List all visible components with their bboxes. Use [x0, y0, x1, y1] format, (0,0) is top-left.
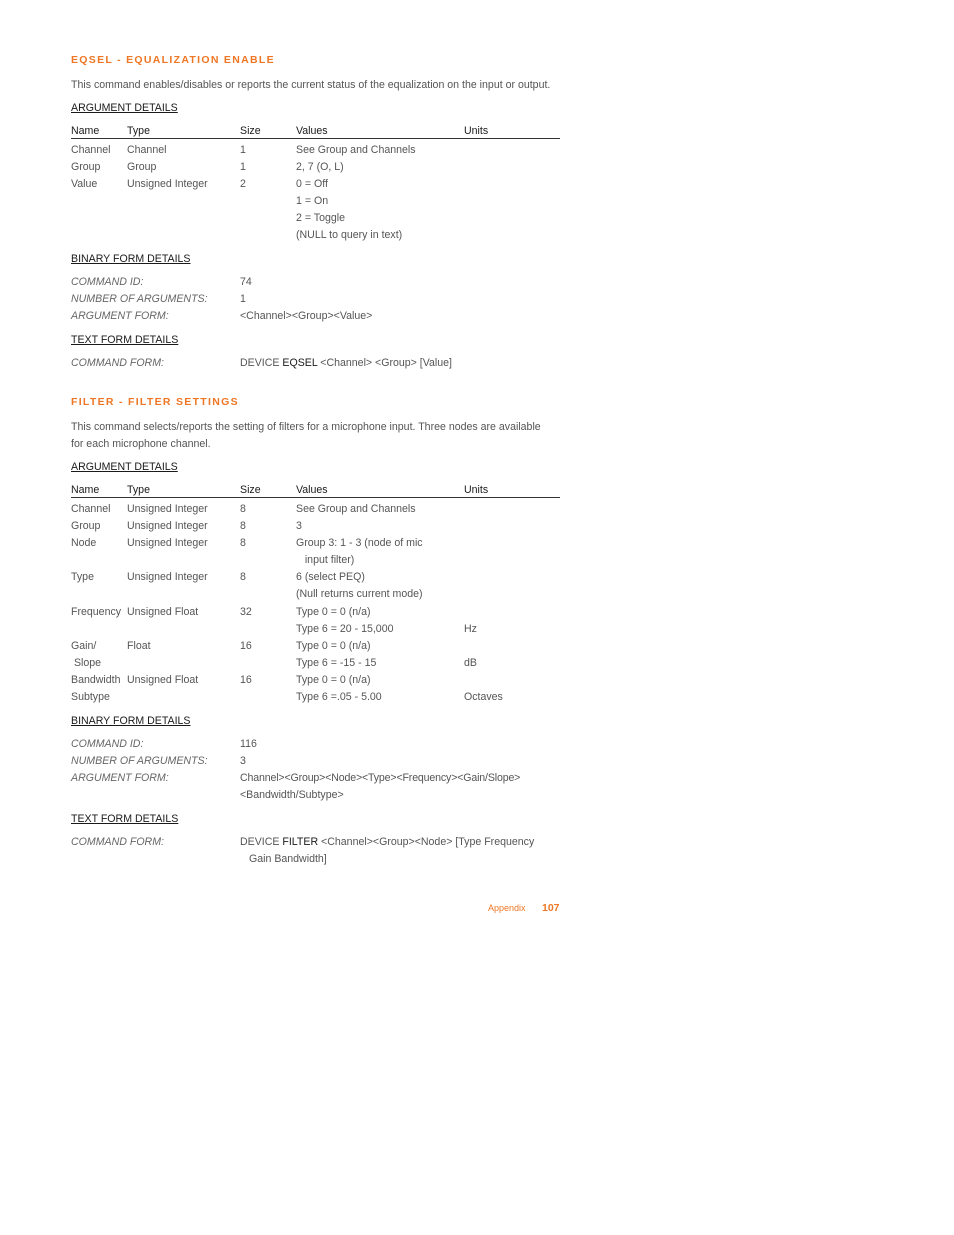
table-cell: Type 0 = 0 (n/a) — [296, 640, 371, 652]
table-cell: 8 — [240, 520, 246, 532]
command-prefix: DEVICE — [240, 836, 283, 848]
table-cell: Unsigned Float — [127, 674, 199, 686]
filter-header-rule — [71, 497, 560, 498]
table-cell: Value — [71, 178, 98, 190]
table-cell: Hz — [464, 623, 477, 635]
command-keyword: FILTER — [282, 836, 319, 848]
table-cell: Type 6 =.05 - 5.00 — [296, 691, 382, 703]
eqsel-col-name: Name — [71, 125, 100, 137]
filter-command-form — [240, 834, 534, 851]
table-cell: Type 6 = 20 - 15,000 — [296, 623, 394, 635]
eqsel-command-form-label: COMMAND FORM: — [71, 357, 164, 369]
table-cell: Unsigned Integer — [127, 178, 208, 190]
filter-command-id-label: COMMAND ID: — [71, 738, 144, 750]
table-cell: Type — [71, 571, 94, 583]
table-cell: Frequency — [71, 606, 122, 618]
eqsel-command-id-value: 74 — [240, 276, 252, 288]
filter-argument-form-cont: <Bandwidth/Subtype> — [240, 789, 344, 801]
filter-heading: FILTER - FILTER SETTINGS — [71, 396, 239, 408]
filter-command-form-cont: Gain Bandwidth] — [249, 853, 327, 865]
eqsel-num-args-label: NUMBER OF ARGUMENTS: — [71, 293, 208, 305]
table-cell: Channel — [71, 144, 111, 156]
command-keyword: EQSEL — [282, 357, 318, 369]
table-cell: 16 — [240, 640, 252, 652]
table-cell: (NULL to query in text) — [296, 229, 403, 241]
table-cell: 8 — [240, 571, 246, 583]
table-cell: Gain/ — [71, 640, 97, 652]
eqsel-argument-form-value: <Channel><Group><Value> — [240, 310, 373, 322]
eqsel-text-title: TEXT FORM DETAILS — [71, 334, 179, 346]
table-cell: Channel — [127, 144, 167, 156]
filter-argument-title: ARGUMENT DETAILS — [71, 461, 178, 473]
table-cell: Unsigned Float — [127, 606, 199, 618]
filter-col-size: Size — [240, 484, 261, 496]
command-suffix: <Channel> <Group> [Value] — [317, 357, 453, 369]
table-cell: Group — [127, 161, 157, 173]
table-cell: 6 (select PEQ) — [296, 571, 365, 583]
eqsel-num-args-value: 1 — [240, 293, 246, 305]
table-cell: 8 — [240, 503, 246, 515]
footer-section-label: Appendix — [488, 903, 526, 913]
eqsel-command-form — [240, 355, 452, 372]
filter-text-title: TEXT FORM DETAILS — [71, 813, 179, 825]
table-cell: Type 0 = 0 (n/a) — [296, 606, 371, 618]
table-cell: Unsigned Integer — [127, 503, 208, 515]
eqsel-description: This command enables/disables or reports the current status of the equalization on the input or output. — [71, 79, 551, 91]
eqsel-heading: EQSEL - EQUALIZATION ENABLE — [71, 54, 275, 66]
filter-command-id-value: 116 — [240, 738, 257, 750]
table-cell: Unsigned Integer — [127, 537, 208, 549]
filter-command-form-label: COMMAND FORM: — [71, 836, 164, 848]
table-cell: Group — [71, 520, 101, 532]
filter-binary-title: BINARY FORM DETAILS — [71, 715, 191, 727]
eqsel-binary-title: BINARY FORM DETAILS — [71, 253, 191, 265]
eqsel-argument-form-label: ARGUMENT FORM: — [71, 310, 169, 322]
command-suffix: <Channel><Group><Node> [Type Frequency — [318, 836, 535, 848]
filter-col-type: Type — [127, 484, 150, 496]
table-cell: See Group and Channels — [296, 503, 416, 515]
table-cell: Unsigned Integer — [127, 571, 208, 583]
filter-col-units: Units — [464, 484, 489, 496]
table-cell: Type 0 = 0 (n/a) — [296, 674, 371, 686]
table-cell: Group — [71, 161, 101, 173]
table-cell: Type 6 = -15 - 15 — [296, 657, 377, 669]
table-cell: Float — [127, 640, 151, 652]
table-cell: Group 3: 1 - 3 (node of mic — [296, 537, 423, 549]
page-number: 107 — [542, 902, 560, 914]
table-cell: 3 — [296, 520, 302, 532]
filter-description-line2: for each microphone channel. — [71, 438, 211, 450]
filter-num-args-label: NUMBER OF ARGUMENTS: — [71, 755, 208, 767]
table-cell: input filter) — [296, 554, 355, 566]
table-cell: Octaves — [464, 691, 503, 703]
table-cell: 8 — [240, 537, 246, 549]
filter-argument-form-value: Channel><Group><Node><Type><Frequency><Gain/Slope> — [240, 772, 521, 784]
eqsel-argument-title: ARGUMENT DETAILS — [71, 102, 178, 114]
eqsel-col-size: Size — [240, 125, 261, 137]
eqsel-col-values: Values — [296, 125, 328, 137]
table-cell: 0 = Off — [296, 178, 328, 190]
eqsel-col-units: Units — [464, 125, 489, 137]
table-cell: Bandwidth — [71, 674, 121, 686]
command-prefix: DEVICE — [240, 357, 283, 369]
eqsel-command-id-label: COMMAND ID: — [71, 276, 144, 288]
table-cell: 2 = Toggle — [296, 212, 345, 224]
filter-num-args-value: 3 — [240, 755, 246, 767]
table-cell: (Null returns current mode) — [296, 588, 423, 600]
table-cell: 2, 7 (O, L) — [296, 161, 344, 173]
table-cell: 32 — [240, 606, 252, 618]
table-cell: 16 — [240, 674, 252, 686]
eqsel-col-type: Type — [127, 125, 150, 137]
eqsel-header-rule — [71, 138, 560, 139]
table-cell: Unsigned Integer — [127, 520, 208, 532]
table-cell: 2 — [240, 178, 246, 190]
filter-col-values: Values — [296, 484, 328, 496]
table-cell: 1 — [240, 161, 246, 173]
table-cell: Subtype — [71, 691, 110, 703]
filter-argument-form-label: ARGUMENT FORM: — [71, 772, 169, 784]
table-cell: 1 — [240, 144, 246, 156]
table-cell: 1 = On — [296, 195, 329, 207]
table-cell: Node — [71, 537, 97, 549]
table-cell: Slope — [71, 657, 102, 669]
filter-description-line1: This command selects/reports the setting of filters for a microphone input. Three nodes are available — [71, 421, 541, 433]
table-cell: dB — [464, 657, 477, 669]
table-cell: See Group and Channels — [296, 144, 416, 156]
table-cell: Channel — [71, 503, 111, 515]
filter-col-name: Name — [71, 484, 100, 496]
